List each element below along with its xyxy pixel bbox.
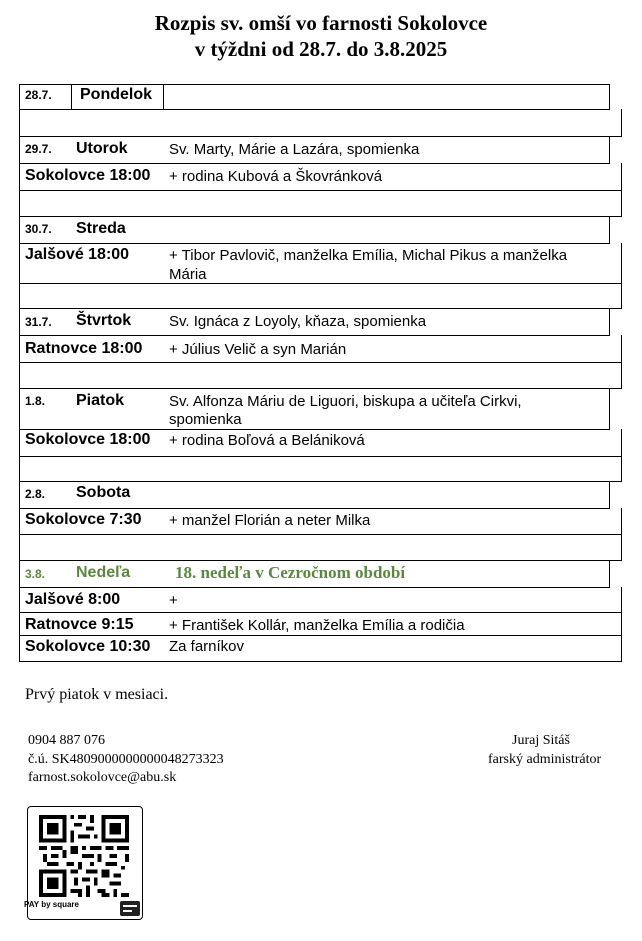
phone-number: 0904 887 076 xyxy=(28,733,105,748)
mass-place-time: Ratnovce 18:00 xyxy=(25,340,143,357)
feast-text: 18. nedeľa v Cezročnom období xyxy=(175,563,406,582)
feast-text-cont: spomienka xyxy=(169,411,242,428)
day-name: Pondelok xyxy=(80,86,153,103)
administrator-name: Juraj Sitáš xyxy=(512,733,570,748)
mass-place-time: Sokolovce 10:30 xyxy=(25,638,151,655)
feast-text: Sv. Ignáca z Loyoly, kňaza, spomienka xyxy=(169,313,427,330)
day-name: Piatok xyxy=(76,392,125,409)
mass-intention: + xyxy=(169,592,178,609)
day-date: 3.8. xyxy=(25,567,46,581)
mass-place-time: Jalšové 8:00 xyxy=(25,591,121,608)
mass-place-time: Sokolovce 7:30 xyxy=(25,511,142,528)
mass-intention: + rodina Kubová a Škovránková xyxy=(169,168,383,185)
day-name: Streda xyxy=(76,220,126,237)
day-date: 2.8. xyxy=(25,487,46,501)
page-subtitle: v týždni od 28.7. do 3.8.2025 xyxy=(194,37,448,61)
email-address: farnost.sokolovce@abu.sk xyxy=(28,770,177,785)
day-date: 30.7. xyxy=(25,222,52,236)
mass-place-time: Ratnovce 9:15 xyxy=(25,616,134,633)
day-date: 1.8. xyxy=(25,394,46,408)
feast-text: Sv. Alfonza Máriu de Liguori, biskupa a učiteľa Cirkvi, xyxy=(169,393,522,410)
day-name: Utorok xyxy=(76,140,128,157)
day-name: Štvrtok xyxy=(76,312,132,329)
mass-intention: + manžel Florián a neter Milka xyxy=(169,512,371,529)
pay-by-square-label: PAY by square xyxy=(24,900,79,909)
day-date: 31.7. xyxy=(25,315,52,329)
mass-place-time: Sokolovce 18:00 xyxy=(25,167,151,184)
mass-intention: + Július Velič a syn Marián xyxy=(169,341,347,358)
mass-place-time: Sokolovce 18:00 xyxy=(25,431,151,448)
bank-account: č.ú. SK4809000000000048273323 xyxy=(28,752,224,767)
day-date: 28.7. xyxy=(25,88,52,102)
day-name: Nedeľa xyxy=(76,564,131,581)
mass-intention: + František Kollár, manželka Emília a rodičia xyxy=(169,617,465,634)
day-date: 29.7. xyxy=(25,142,52,156)
feast-text: Sv. Marty, Márie a Lazára, spomienka xyxy=(169,141,420,158)
administrator-role: farský administrátor xyxy=(488,752,602,767)
first-friday-note: Prvý piatok v mesiaci. xyxy=(25,686,169,703)
payment-card-icon xyxy=(120,901,140,916)
page-title: Rozpis sv. omší vo farnosti Sokolovce xyxy=(154,11,488,35)
qr-code-icon xyxy=(38,815,130,897)
mass-intention: + Tibor Pavlovič, manželka Emília, Michal Pikus a manželka xyxy=(169,247,568,264)
mass-intention: Za farníkov xyxy=(169,638,245,655)
mass-intention-cont: Mária xyxy=(169,266,207,283)
mass-intention: + rodina Boľová a Belániková xyxy=(169,432,365,449)
day-name: Sobota xyxy=(76,484,131,501)
mass-place-time: Jalšové 18:00 xyxy=(25,246,130,263)
